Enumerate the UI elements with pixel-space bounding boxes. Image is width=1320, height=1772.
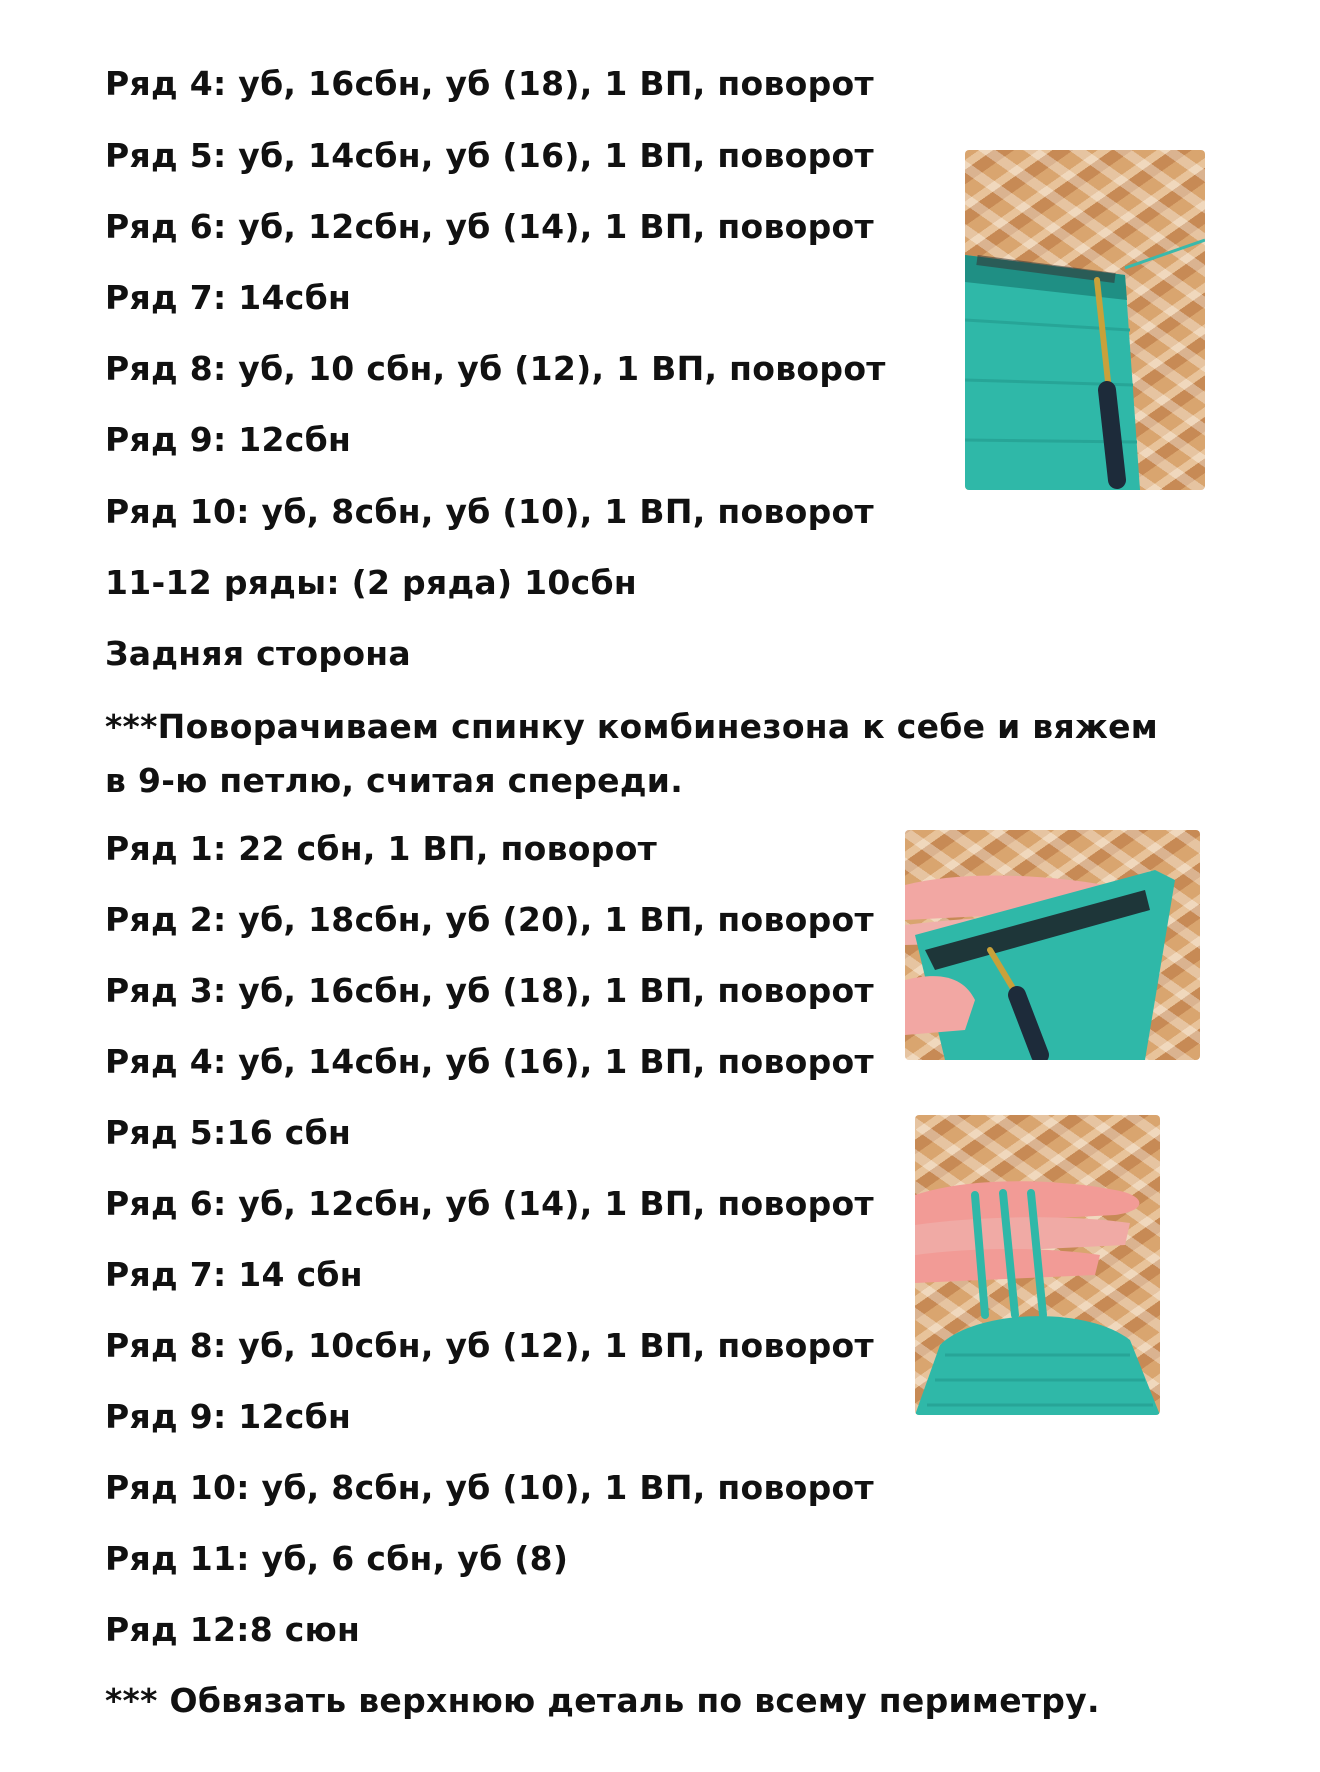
front-row-9: Ряд 9: 12сбн	[105, 420, 352, 459]
back-side-heading: Задняя сторона	[105, 634, 411, 673]
front-rows-11-12: 11-12 ряды: (2 ряда) 10сбн	[105, 563, 637, 602]
back-row-5: Ряд 5:16 сбн	[105, 1113, 352, 1152]
back-row-8: Ряд 8: уб, 10сбн, уб (12), 1 ВП, поворот	[105, 1326, 874, 1365]
back-row-2: Ряд 2: уб, 18сбн, уб (20), 1 ВП, поворот	[105, 900, 874, 939]
back-row-11: Ряд 11: уб, 6 сбн, уб (8)	[105, 1539, 569, 1578]
final-note: *** Обвязать верхнюю деталь по всему периметру.	[105, 1681, 1100, 1720]
back-row-7: Ряд 7: 14 сбн	[105, 1255, 363, 1294]
back-row-9: Ряд 9: 12сбн	[105, 1397, 352, 1436]
back-side-note: ***Поворачиваем спинку комбинезона к себе и вяжем в 9-ю петлю, считая спереди.	[105, 707, 1159, 800]
photo-crochet-back-start	[905, 830, 1200, 1060]
back-row-4: Ряд 4: уб, 14сбн, уб (16), 1 ВП, поворот	[105, 1042, 874, 1081]
front-row-8: Ряд 8: уб, 10 сбн, уб (12), 1 ВП, поворот	[105, 349, 886, 388]
front-row-6: Ряд 6: уб, 12сбн, уб (14), 1 ВП, поворот	[105, 207, 874, 246]
back-row-6: Ряд 6: уб, 12сбн, уб (14), 1 ВП, поворот	[105, 1184, 874, 1223]
back-row-1: Ряд 1: 22 сбн, 1 ВП, поворот	[105, 829, 658, 868]
front-row-7: Ряд 7: 14сбн	[105, 278, 352, 317]
back-row-3: Ряд 3: уб, 16сбн, уб (18), 1 ВП, поворот	[105, 971, 874, 1010]
back-row-10: Ряд 10: уб, 8сбн, уб (10), 1 ВП, поворот	[105, 1468, 874, 1507]
photo-straps	[915, 1115, 1160, 1415]
photo-crochet-front	[965, 150, 1205, 490]
front-row-4: Ряд 4: уб, 16сбн, уб (18), 1 ВП, поворот	[105, 64, 874, 103]
front-row-10: Ряд 10: уб, 8сбн, уб (10), 1 ВП, поворот	[105, 492, 874, 531]
back-row-12: Ряд 12:8 сюн	[105, 1610, 361, 1649]
front-row-5: Ряд 5: уб, 14сбн, уб (16), 1 ВП, поворот	[105, 136, 874, 175]
